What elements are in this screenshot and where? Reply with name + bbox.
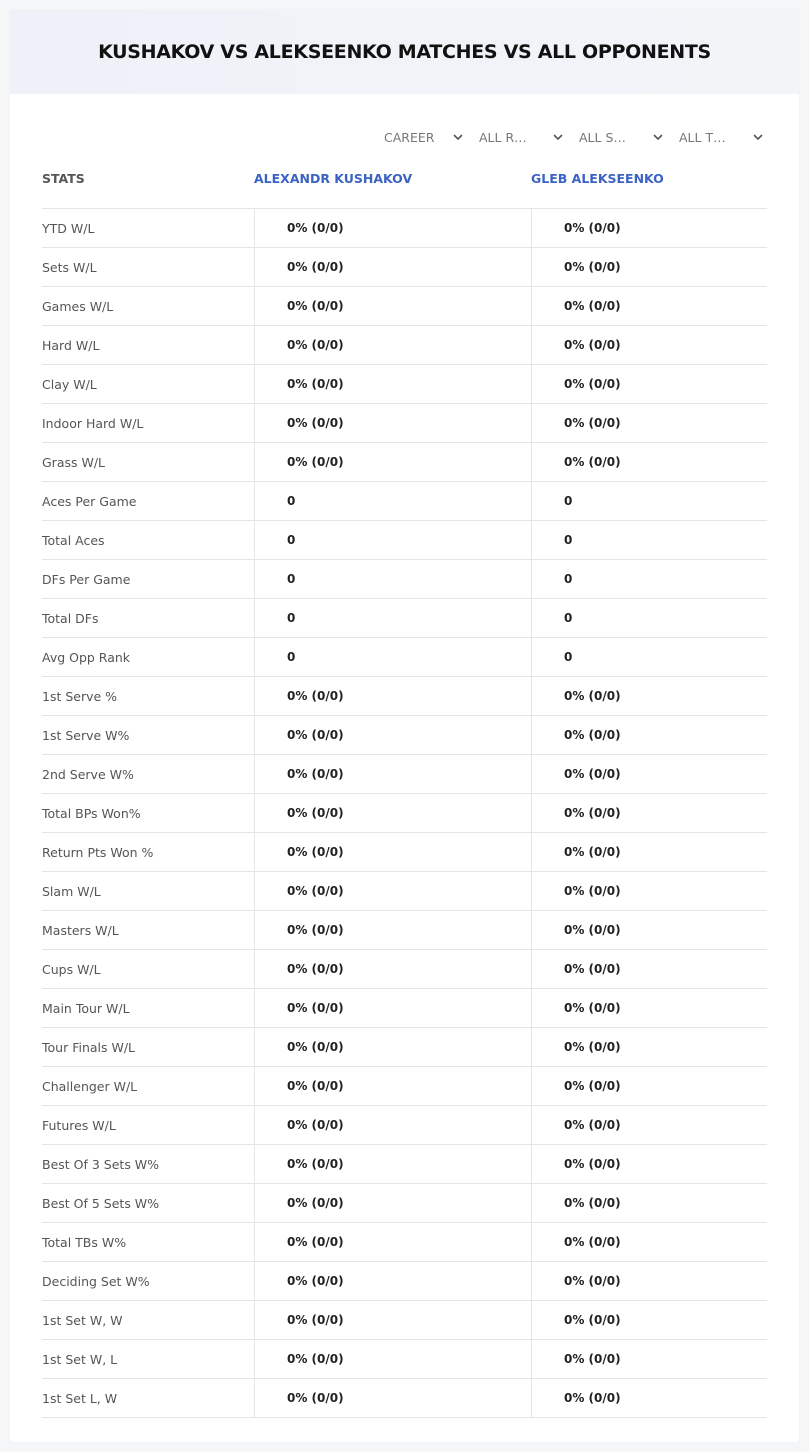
- player1-link[interactable]: ALEXANDR KUSHAKOV: [254, 171, 413, 186]
- column-header-stats: STATS: [42, 171, 85, 186]
- player1-cell: [254, 716, 531, 754]
- table-row: [42, 794, 767, 833]
- filter-period-select[interactable]: [384, 126, 464, 148]
- table-row: [42, 989, 767, 1028]
- player1-value: 0% (0/0): [287, 845, 344, 859]
- player2-cell: [531, 209, 767, 247]
- table-row: [42, 638, 767, 677]
- player2-value: 0% (0/0): [564, 1001, 621, 1015]
- player2-value: 0% (0/0): [564, 923, 621, 937]
- player2-value: 0% (0/0): [564, 845, 621, 859]
- player1-cell: [254, 443, 531, 481]
- stat-label: Sets W/L: [42, 260, 97, 275]
- player1-cell: [254, 755, 531, 793]
- player1-value: 0% (0/0): [287, 221, 344, 235]
- player1-value: 0% (0/0): [287, 884, 344, 898]
- stat-label: Main Tour W/L: [42, 1001, 130, 1016]
- stat-label: Indoor Hard W/L: [42, 416, 144, 431]
- page-title: KUSHAKOV VS ALEKSEENKO MATCHES VS ALL OPPONENTS: [98, 41, 711, 63]
- player2-cell: [531, 950, 767, 988]
- player1-value: 0% (0/0): [287, 1274, 344, 1288]
- player1-value: 0% (0/0): [287, 767, 344, 781]
- stat-label: Grass W/L: [42, 455, 106, 470]
- player2-link[interactable]: GLEB ALEKSEENKO: [531, 171, 664, 186]
- player2-value: 0% (0/0): [564, 377, 621, 391]
- player2-value: 0% (0/0): [564, 416, 621, 430]
- player2-cell: [531, 1184, 767, 1222]
- player1-value: 0% (0/0): [287, 806, 344, 820]
- player2-value: 0% (0/0): [564, 1079, 621, 1093]
- player1-value: 0% (0/0): [287, 728, 344, 742]
- player1-value: 0% (0/0): [287, 1235, 344, 1249]
- player2-cell: [531, 365, 767, 403]
- table-row: [42, 1262, 767, 1301]
- player2-value: 0% (0/0): [564, 221, 621, 235]
- stat-label: Clay W/L: [42, 377, 97, 392]
- player1-cell: [254, 1028, 531, 1066]
- stat-label: Total Aces: [42, 533, 105, 548]
- player2-value: 0: [564, 533, 573, 547]
- player1-value: 0% (0/0): [287, 1391, 344, 1405]
- stat-label: Total BPs Won%: [42, 806, 141, 821]
- stat-label: Masters W/L: [42, 923, 119, 938]
- player2-cell: [531, 677, 767, 715]
- chevron-down-icon: [752, 131, 764, 143]
- stat-label: 2nd Serve W%: [42, 767, 134, 782]
- stat-label: Return Pts Won %: [42, 845, 154, 860]
- stat-label: YTD W/L: [42, 221, 95, 236]
- player2-value: 0% (0/0): [564, 689, 621, 703]
- player1-cell: [254, 911, 531, 949]
- player2-cell: [531, 911, 767, 949]
- page-header: [10, 10, 799, 94]
- player1-value: 0% (0/0): [287, 455, 344, 469]
- stat-label: Hard W/L: [42, 338, 100, 353]
- player1-cell: [254, 1340, 531, 1378]
- stat-label: 1st Serve %: [42, 689, 118, 704]
- player1-cell: [254, 1067, 531, 1105]
- player2-value: 0% (0/0): [564, 338, 621, 352]
- player1-cell: [254, 599, 531, 637]
- table-row: [42, 404, 767, 443]
- player2-cell: [531, 833, 767, 871]
- player2-value: 0% (0/0): [564, 1118, 621, 1132]
- player2-cell: [531, 1067, 767, 1105]
- table-row: [42, 443, 767, 482]
- player1-cell: [254, 872, 531, 910]
- stat-label: Total TBs W%: [42, 1235, 127, 1250]
- filter-round-label: ALL R…: [479, 129, 527, 145]
- player2-cell: [531, 872, 767, 910]
- player2-value: 0: [564, 650, 573, 664]
- player2-value: 0% (0/0): [564, 767, 621, 781]
- player1-cell: [254, 1184, 531, 1222]
- player2-cell: [531, 638, 767, 676]
- table-row: [42, 950, 767, 989]
- player2-value: 0: [564, 611, 573, 625]
- stat-label: 1st Set W, W: [42, 1313, 123, 1328]
- chevron-down-icon: [452, 131, 464, 143]
- stat-label: Best Of 5 Sets W%: [42, 1196, 160, 1211]
- player1-value: 0% (0/0): [287, 1079, 344, 1093]
- filter-period-label: CAREER: [384, 129, 435, 145]
- player1-cell: [254, 950, 531, 988]
- player2-cell: [531, 1223, 767, 1261]
- player1-value: 0% (0/0): [287, 377, 344, 391]
- stat-label: Aces Per Game: [42, 494, 137, 509]
- player1-value: 0% (0/0): [287, 1040, 344, 1054]
- stat-label: Deciding Set W%: [42, 1274, 150, 1289]
- player2-value: 0% (0/0): [564, 1391, 621, 1405]
- player2-cell: [531, 482, 767, 520]
- table-row: [42, 1184, 767, 1223]
- table-row: [42, 1223, 767, 1262]
- player2-cell: [531, 1106, 767, 1144]
- player2-value: 0% (0/0): [564, 1040, 621, 1054]
- table-row: [42, 560, 767, 599]
- player2-cell: [531, 1262, 767, 1300]
- table-row: [42, 677, 767, 716]
- player2-cell: [531, 989, 767, 1027]
- player1-cell: [254, 482, 531, 520]
- table-row: [42, 248, 767, 287]
- player2-cell: [531, 1145, 767, 1183]
- table-row: [42, 1106, 767, 1145]
- table-row: [42, 716, 767, 755]
- player2-value: 0% (0/0): [564, 299, 621, 313]
- player1-value: 0: [287, 533, 296, 547]
- player2-value: 0% (0/0): [564, 806, 621, 820]
- player1-cell: [254, 677, 531, 715]
- table-row: [42, 755, 767, 794]
- player2-cell: [531, 1028, 767, 1066]
- player1-cell: [254, 1301, 531, 1339]
- table-row: [42, 482, 767, 521]
- player1-value: 0: [287, 650, 296, 664]
- player2-value: 0% (0/0): [564, 884, 621, 898]
- filter-surface-label: ALL S…: [579, 129, 626, 145]
- player2-value: 0: [564, 494, 573, 508]
- player2-value: 0% (0/0): [564, 455, 621, 469]
- player1-cell: [254, 287, 531, 325]
- player2-cell: [531, 716, 767, 754]
- stat-label: Total DFs: [42, 611, 99, 626]
- player1-value: 0% (0/0): [287, 1313, 344, 1327]
- player1-value: 0% (0/0): [287, 338, 344, 352]
- table-row: [42, 326, 767, 365]
- player1-value: 0% (0/0): [287, 260, 344, 274]
- player2-cell: [531, 287, 767, 325]
- table-row: [42, 1145, 767, 1184]
- player1-value: 0% (0/0): [287, 416, 344, 430]
- player1-cell: [254, 794, 531, 832]
- player1-value: 0% (0/0): [287, 1352, 344, 1366]
- player2-cell: [531, 404, 767, 442]
- table-row: [42, 1028, 767, 1067]
- stat-label: Cups W/L: [42, 962, 101, 977]
- filter-surface-select[interactable]: [579, 126, 664, 148]
- player1-cell: [254, 521, 531, 559]
- player1-value: 0% (0/0): [287, 923, 344, 937]
- player1-value: 0% (0/0): [287, 1001, 344, 1015]
- table-row: [42, 1067, 767, 1106]
- player1-cell: [254, 989, 531, 1027]
- table-row: [42, 599, 767, 638]
- table-row: [42, 287, 767, 326]
- player1-cell: [254, 1379, 531, 1417]
- chevron-down-icon: [552, 131, 564, 143]
- player2-value: 0% (0/0): [564, 1235, 621, 1249]
- player1-cell: [254, 1262, 531, 1300]
- stats-table-body: [42, 208, 767, 1418]
- player1-value: 0% (0/0): [287, 1196, 344, 1210]
- player1-cell: [254, 1145, 531, 1183]
- player2-value: 0% (0/0): [564, 728, 621, 742]
- filter-round-select[interactable]: [479, 126, 564, 148]
- player1-value: 0: [287, 611, 296, 625]
- player1-cell: [254, 248, 531, 286]
- table-row: [42, 209, 767, 248]
- player2-value: 0% (0/0): [564, 1196, 621, 1210]
- player2-value: 0% (0/0): [564, 1352, 621, 1366]
- table-row: [42, 911, 767, 950]
- player2-value: 0: [564, 572, 573, 586]
- filter-bar: [10, 126, 799, 148]
- player1-value: 0: [287, 572, 296, 586]
- player1-cell: [254, 404, 531, 442]
- player1-cell: [254, 1223, 531, 1261]
- table-row: [42, 521, 767, 560]
- player2-cell: [531, 248, 767, 286]
- stat-label: DFs Per Game: [42, 572, 131, 587]
- stat-label: Games W/L: [42, 299, 114, 314]
- table-row: [42, 833, 767, 872]
- player2-cell: [531, 521, 767, 559]
- chevron-down-icon: [652, 131, 664, 143]
- stat-label: Futures W/L: [42, 1118, 116, 1133]
- player2-value: 0% (0/0): [564, 1157, 621, 1171]
- stat-label: 1st Serve W%: [42, 728, 130, 743]
- table-header: [42, 169, 767, 191]
- player1-cell: [254, 1106, 531, 1144]
- table-row: [42, 1379, 767, 1418]
- player2-value: 0% (0/0): [564, 1274, 621, 1288]
- player1-cell: [254, 209, 531, 247]
- table-row: [42, 872, 767, 911]
- player2-cell: [531, 443, 767, 481]
- stats-card: [10, 10, 799, 1442]
- player1-value: 0% (0/0): [287, 962, 344, 976]
- filter-tournament-label: ALL T…: [679, 129, 726, 145]
- stat-label: Best Of 3 Sets W%: [42, 1157, 160, 1172]
- player1-value: 0: [287, 494, 296, 508]
- player2-value: 0% (0/0): [564, 260, 621, 274]
- stat-label: Slam W/L: [42, 884, 101, 899]
- player1-cell: [254, 365, 531, 403]
- player2-cell: [531, 560, 767, 598]
- player2-cell: [531, 1340, 767, 1378]
- table-row: [42, 1340, 767, 1379]
- player1-value: 0% (0/0): [287, 689, 344, 703]
- player1-cell: [254, 638, 531, 676]
- player2-cell: [531, 1301, 767, 1339]
- player2-cell: [531, 326, 767, 364]
- stat-label: 1st Set W, L: [42, 1352, 118, 1367]
- player1-value: 0% (0/0): [287, 1118, 344, 1132]
- stat-label: Challenger W/L: [42, 1079, 138, 1094]
- stat-label: Avg Opp Rank: [42, 650, 131, 665]
- player1-cell: [254, 833, 531, 871]
- player2-cell: [531, 794, 767, 832]
- stat-label: Tour Finals W/L: [42, 1040, 136, 1055]
- player1-cell: [254, 560, 531, 598]
- table-row: [42, 365, 767, 404]
- player2-value: 0% (0/0): [564, 962, 621, 976]
- player1-value: 0% (0/0): [287, 1157, 344, 1171]
- filter-tournament-select[interactable]: [679, 126, 764, 148]
- player1-cell: [254, 326, 531, 364]
- player1-value: 0% (0/0): [287, 299, 344, 313]
- player2-cell: [531, 755, 767, 793]
- player2-value: 0% (0/0): [564, 1313, 621, 1327]
- player2-cell: [531, 599, 767, 637]
- table-row: [42, 1301, 767, 1340]
- stat-label: 1st Set L, W: [42, 1391, 118, 1406]
- player2-cell: [531, 1379, 767, 1417]
